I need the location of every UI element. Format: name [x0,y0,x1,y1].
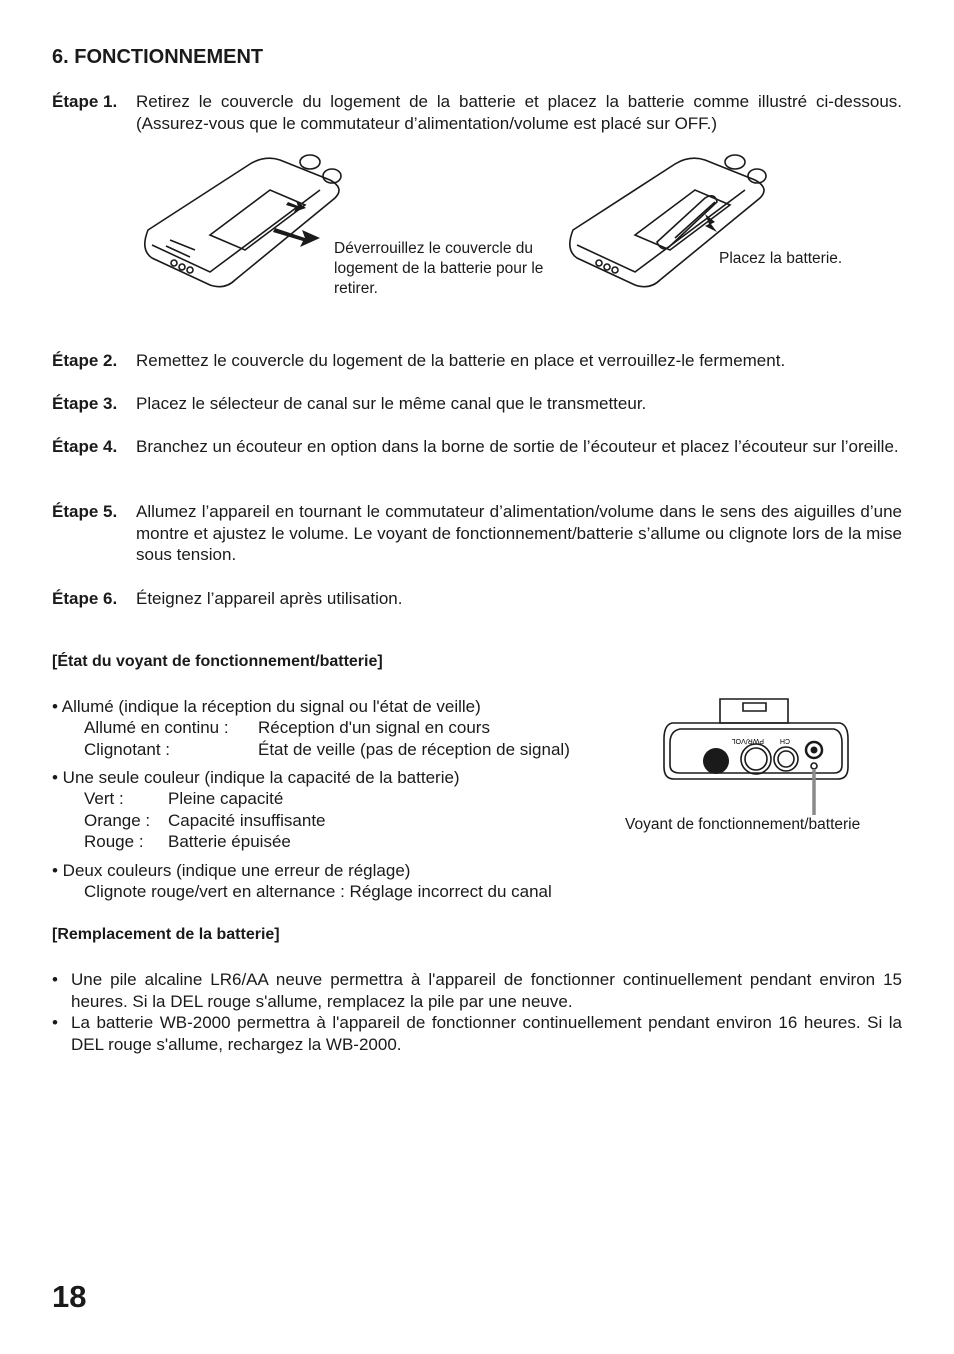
replacement-item [52,969,902,1012]
step-label: Étape 5. [52,502,118,521]
step-3 [52,393,902,415]
lit-desc: Réception d'un signal en cours [258,718,490,737]
single-color-rows [84,788,484,853]
lit-desc: État de veille (pas de réception de signal) [258,739,570,759]
step-label: Étape 2. [52,351,118,370]
step-text: Éteignez l’appareil après utilisation. [136,589,403,608]
color-desc: Pleine capacité [168,789,284,808]
replacement-item [52,1012,902,1055]
figure-caption-unlock: Déverrouillez le couvercle du logement de la batterie pour le retirer. [334,240,544,297]
bullet-icon: • [52,1013,58,1032]
step-text: Remettez le couvercle du logement de la batterie en place et verrouillez-le fermement. [136,351,786,370]
figure-caption-insert: Placez la batterie. [719,250,843,267]
step-text: Branchez un écouteur en option dans la borne de sortie de l’écouteur et placez l’écouteur sur l’oreille. [136,437,899,456]
replacement-text: La batterie WB-2000 permettra à l'appareil de fonctionner continuellement pendant environ 16 heures. Si la DEL rouge s'allume, rechargez la WB-2000. [71,1013,902,1054]
pwr-vol-label: PWR/VOL [731,737,764,744]
lit-term: Allumé en continu : [84,718,229,737]
indicator-heading: [État du voyant de fonctionnement/batterie] [52,653,383,670]
step-2 [52,350,902,372]
single-color-title: • Une seule couleur (indique la capacité de la batterie) [52,768,460,787]
page-number: 18 [52,1279,87,1314]
step-4 [52,436,902,458]
step-label: Étape 3. [52,394,118,413]
step-text: Allumez l’appareil en tournant le commutateur d’alimentation/volume dans le sens des aiguilles d’une montre et ajustez le volume. Le voyant de fonctionnement/batterie s’allume ou clignote lors de la mise sous tension. [136,502,902,564]
receiver-top-view-illustration [658,695,854,815]
color-desc: Capacité insuffisante [168,810,326,830]
color-term: Rouge : [84,832,144,851]
step-5 [52,501,902,566]
replacement-heading: [Remplacement de la batterie] [52,926,280,943]
step-label: Étape 6. [52,589,118,608]
step-6 [52,588,902,610]
lit-term: Clignotant : [84,739,170,759]
step-1 [52,91,902,134]
color-term: Vert : [84,789,124,808]
color-desc: Batterie épuisée [168,832,291,851]
replacement-text: Une pile alcaline LR6/AA neuve permettra à l'appareil de fonctionner continuellement pendant environ 15 heures. Si la DEL rouge s'allume, remplacez la pile par une neuve. [71,970,902,1011]
lit-rows [84,717,624,760]
dual-color-title: • Deux couleurs (indique une erreur de réglage) [52,861,411,880]
step-label: Étape 1. [52,92,118,111]
color-term: Orange : [84,810,151,830]
step-label: Étape 4. [52,437,118,456]
step-text: Placez le sélecteur de canal sur le même canal que le transmetteur. [136,394,647,413]
section-title: 6. FONCTIONNEMENT [52,46,264,68]
dual-color-line: Clignote rouge/vert en alternance : Réglage incorrect du canal [84,882,552,901]
bullet-icon: • [52,970,58,989]
ch-label: CH [779,737,790,744]
step-text: Retirez le couvercle du logement de la batterie et placez la batterie comme illustré ci-dessous. (Assurez-vous que le commutateur d’alimentation/volume est placé sur OFF.) [136,92,902,133]
indicator-figure-caption: Voyant de fonctionnement/batterie [625,816,861,833]
lit-title: • Allumé (indique la réception du signal ou l'état de veille) [52,697,481,716]
battery-insertion-illustration [565,150,775,300]
battery-cover-removal-illustration [140,150,350,300]
